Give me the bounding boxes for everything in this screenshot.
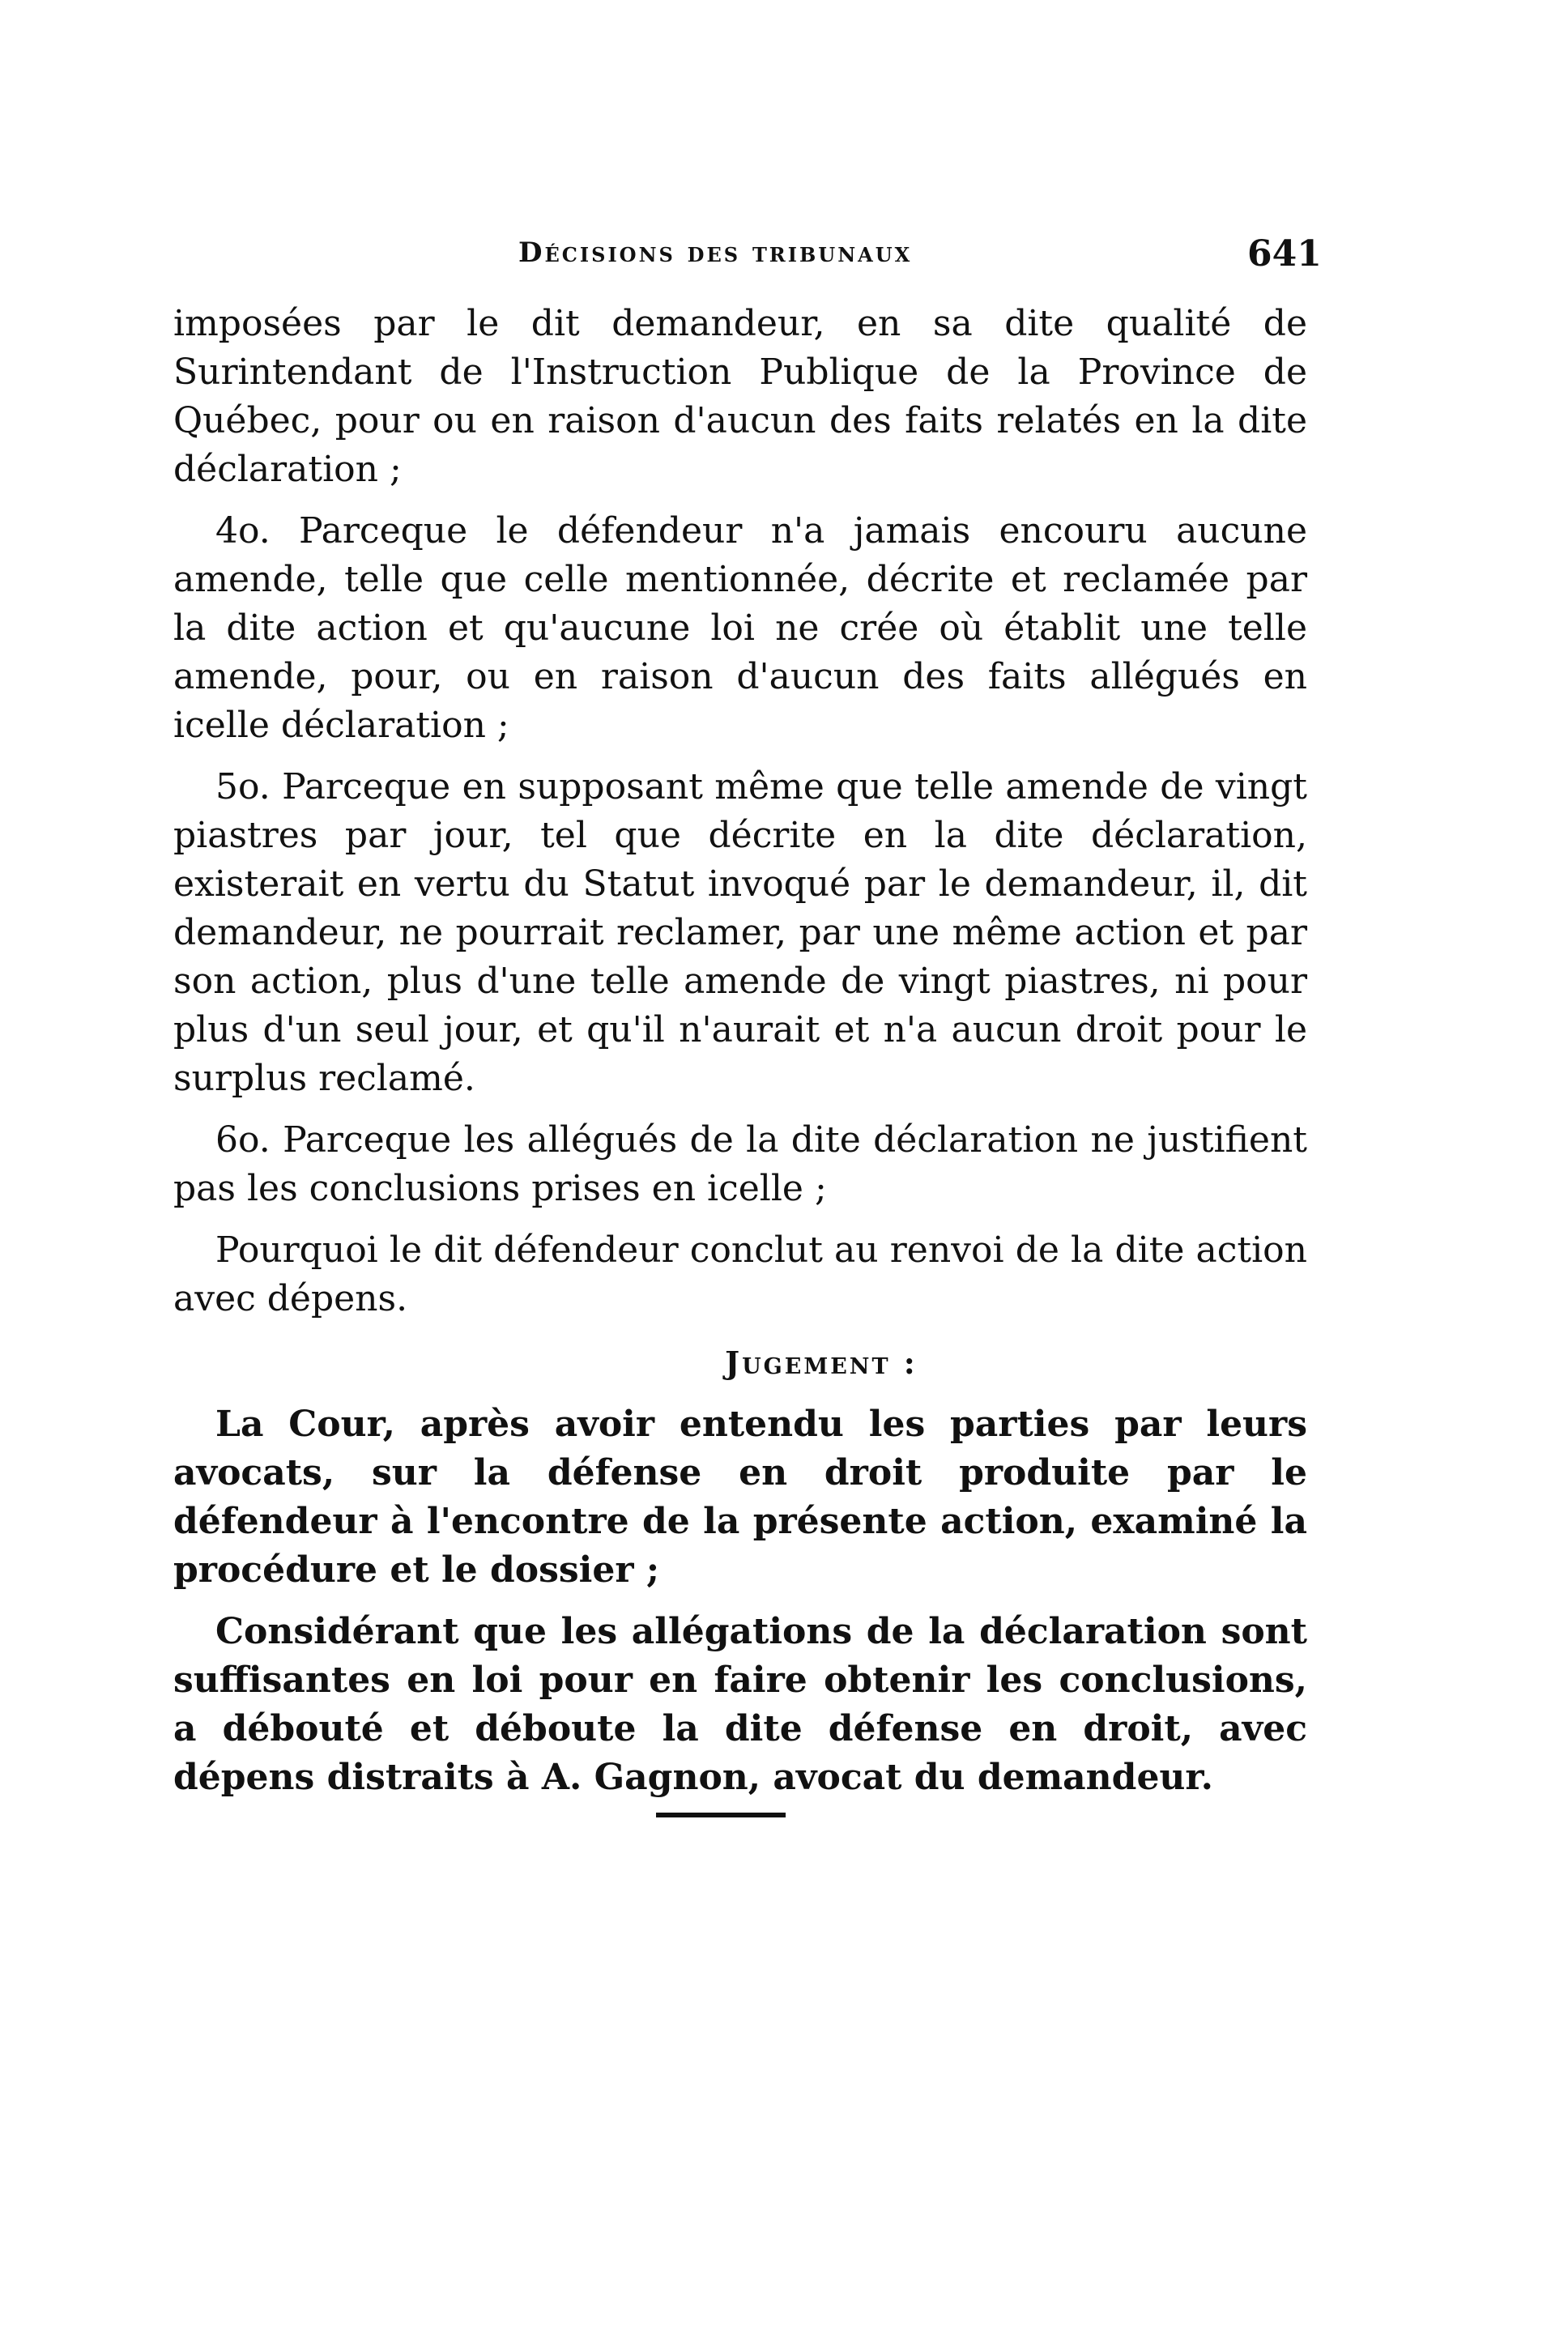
paragraph-continuation: imposées par le dit demandeur, en sa dite qualité de Surintendant de l'Instruction Publique de la Province de Québec, pour ou en raison d'aucun des faits relatés en la dite déclaration ; (173, 303, 1307, 490)
paragraph-6o: 6o. Parceque les allégués de la dite déclaration ne justifient pas les conclusions prises en icelle ; (173, 1119, 1307, 1209)
judgment-paragraph-2: Considérant que les allégations de la déclaration sont suffisantes en loi pour en faire obtenir les conclusions, a débouté et déboute la dite défense en droit, avec dépens distraits à A. Gagnon, avocat du demandeur. (173, 1611, 1307, 1798)
paragraph-conclusion: Pourquoi le dit défendeur conclut au renvoi de la dite action avec dépens. (173, 1229, 1307, 1319)
judgment-paragraph-1: La Cour, après avoir entendu les parties par leurs avocats, sur la défense en droit produite par le défendeur à l'encontre de la présente action, examiné la procédure et le dossier ; (173, 1404, 1307, 1591)
body-text (173, 300, 1307, 1815)
paragraph-4o: 4o. Parceque le défendeur n'a jamais encouru aucune amende, telle que celle mentionnée, décrite et reclamée par la dite action et qu'aucune loi ne crée où établit une telle amende, pour, ou en raison d'aucun des faits allégués en icelle déclaration ; (173, 510, 1307, 746)
page-number: 641 (1247, 233, 1322, 275)
judgment-heading: Jugement : (725, 1344, 918, 1381)
running-title: Décisions des tribunaux (518, 236, 913, 269)
closing-rule (656, 1813, 786, 1817)
paragraph-5o: 5o. Parceque en supposant même que telle amende de vingt piastres par jour, tel que décrite en la dite déclaration, existerait en vertu du Statut invoqué par le demandeur, il, dit demandeur, ne pourrait reclamer, par une même action et par son action, plus d'une telle amende de vingt piastres, ni pour plus d'un seul jour, et qu'il n'aurait et n'a aucun droit pour le surplus reclamé. (173, 766, 1307, 1099)
